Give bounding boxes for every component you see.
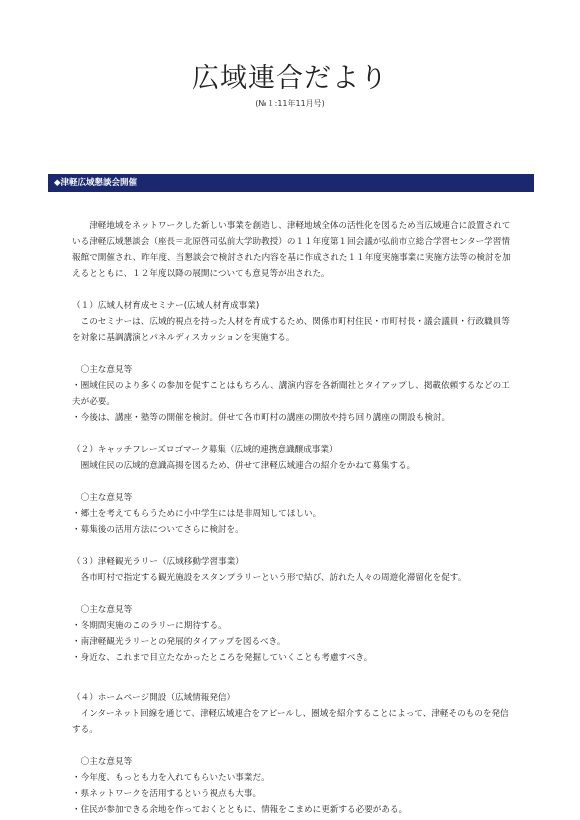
section-3-description: 各市町村で指定する観光施設をスタンプラリーという形で結び、訪れた人々の周遊化滞留化を促す。 [80,573,467,583]
section-3-opinion: ・身近な、これまで目立たなかったところを発掘していくことも考慮すべき。 [72,653,373,663]
section-1-description: このセミナーは、広域的視点を持った人材を育成するため、関係市町村住民・市町村長・議会議員・行政職員等を対象に基調講演とパネルディスカッションを実施する。 [72,317,510,343]
section-3-heading: （３）津軽観光ラリー（広域移動学習事業） [72,557,244,567]
section-4-description: インターネット回線を通じて、津軽広域連合をアピールし、圏域を紹介することによって、津軽そのものを発信する。 [72,709,509,735]
section-1-opinion-label: 〇主な意見等 [80,365,133,375]
section-banner: ◆津軽広域懇談会開催 [48,174,534,192]
section-2-heading: （２）キャッチフレーズロゴマーク募集（広域的連携意識醸成事業） [72,445,338,455]
section-2-opinion: ・郷土を考えてもらうために小中学生には是非周知してほしい。 [72,509,322,519]
section-2-opinion: ・募集後の活用方法についてさらに検討を。 [72,525,244,535]
section-3-opinion: ・冬期間実施のこのラリーに期待する。 [72,621,227,631]
section-4-opinion: ・県ネットワークを活用するという視点も大事。 [72,789,262,799]
article-body [72,218,512,818]
section-4-heading: （４）ホームページ開設（広域情報発信） [72,693,236,703]
section-4-opinion: ・今年度、もっとも力を入れてもらいたい事業だ。 [72,773,270,783]
page-title: 広域連合だより [192,63,388,94]
section-1-heading: （１）広域人材育成セミナー(広域人材育成事業) [72,301,260,311]
intro-paragraph: 津軽地域をネットワークした新しい事業を創造し、津軽地域全体の活性化を図るため当広域連合に設置されている津軽広域懇談会（座長＝北原啓司弘前大学助教授）の１１年度第１回会議が弘前市立総合学習センター学習情報館で開催され、昨年度、当懇談会で検討された内容を基に作成された１１年度実施事業に実施方法等の検討を加えるとともに、１２年度以降の展開についても意見等が出された。 [72,221,511,279]
issue-number: (№１:11年11月号) [255,99,325,108]
section-2-opinion-label: 〇主な意見等 [80,493,133,503]
section-1-opinion: ・圏域住民のより多くの参加を促すことはもちろん、講演内容を各新聞社とタイアップし、掲載依頼するなどの工夫が必要。 [72,381,510,407]
section-3-opinion: ・南津軽観光ラリーとの発展的タイアップを図るべき。 [72,637,286,647]
section-4-opinion-label: 〇主な意見等 [80,757,133,767]
section-1-opinion: ・今後は、講座・塾等の開催を検討。併せて各市町村の講座の開放や持ち回り講座の開設も検討。 [72,413,451,423]
section-3-opinion-label: 〇主な意見等 [80,605,133,615]
section-4-opinion: ・住民が参加できる余地を作っておくとともに、情報をこまめに更新する必要がある。 [72,805,408,815]
section-2-description: 圏域住民の広域的意識高揚を図るため、併せて津軽広域連合の紹介をかねて募集する。 [80,461,416,471]
